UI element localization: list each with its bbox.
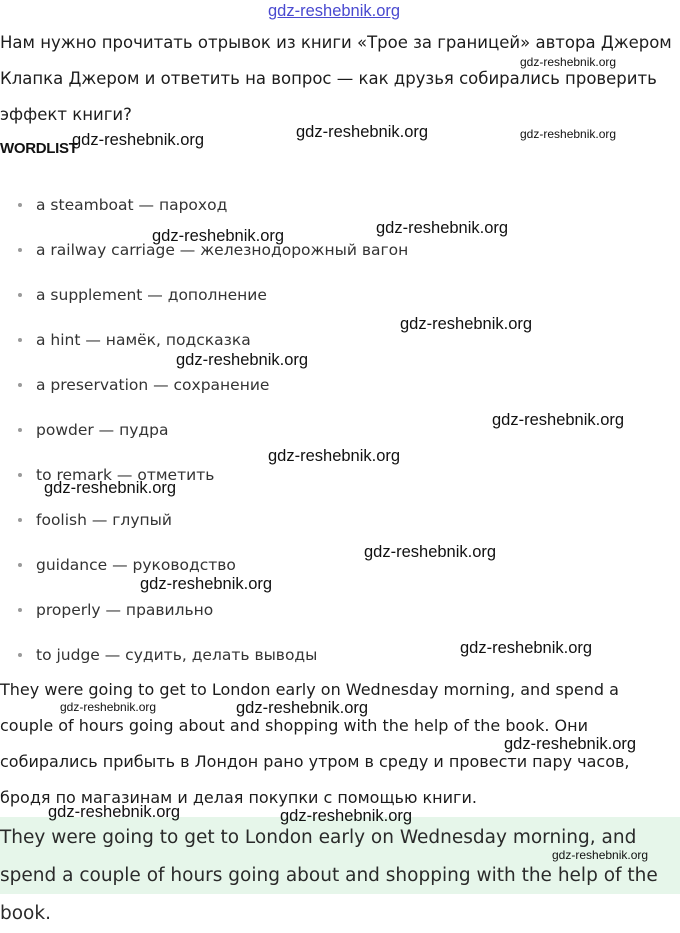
watermark: gdz-reshebnik.org <box>268 447 401 465</box>
watermark: gdz-reshebnik.org <box>44 479 177 497</box>
bullet-icon <box>18 653 22 657</box>
bullet-icon <box>18 428 22 432</box>
watermark: gdz-reshebnik.org <box>364 543 497 561</box>
watermark: gdz-reshebnik.org <box>504 735 637 753</box>
watermark: gdz-reshebnik.org <box>400 315 533 333</box>
bullet-icon <box>18 608 22 612</box>
watermark: gdz-reshebnik.org <box>176 351 309 369</box>
watermark: gdz-reshebnik.org <box>520 127 617 141</box>
watermark: gdz-reshebnik.org <box>60 700 157 714</box>
bullet-icon <box>18 518 22 522</box>
watermark: gdz-reshebnik.org <box>376 219 509 237</box>
watermark: gdz-reshebnik.org <box>152 227 285 245</box>
bullet-icon <box>18 248 22 252</box>
watermark: gdz-reshebnik.org <box>552 848 649 862</box>
watermark: gdz-reshebnik.org <box>280 807 413 825</box>
watermark: gdz-reshebnik.org <box>236 699 369 717</box>
watermark: gdz-reshebnik.org <box>520 55 617 69</box>
bullet-icon <box>18 203 22 207</box>
watermark: gdz-reshebnik.org <box>492 411 625 429</box>
bullet-icon <box>18 338 22 342</box>
watermark: gdz-reshebnik.org <box>48 803 181 821</box>
watermark: gdz-reshebnik.org <box>72 131 205 149</box>
watermark: gdz-reshebnik.org <box>296 123 429 141</box>
bullet-icon <box>18 473 22 477</box>
watermark: gdz-reshebnik.org <box>460 639 593 657</box>
answer-paragraph: They were going to get to London early on Wednesday morning, and spend a couple of hours going about and shopping with the help of the book. Они собирались прибыть в Лондон рано утром в среду и провести пару часов, бродя по магазинам и делая покупки с помощью книги. <box>0 680 630 807</box>
bullet-icon <box>18 293 22 297</box>
watermark: gdz-reshebnik.org <box>140 575 273 593</box>
bullet-icon <box>18 383 22 387</box>
intro-paragraph: Нам нужно прочитать отрывок из книги «Трое за границей» автора Джером Клапка Джером и ответить на вопрос — как друзья собирались проверить эффект книги? <box>0 33 672 124</box>
bullet-icon <box>18 563 22 567</box>
wordlist-heading: WORDLIST <box>0 140 78 157</box>
highlighted-answer-text: They were going to get to London early on Wednesday morning, and spend a couple of hours going about and shopping with the help of the book. <box>0 827 658 924</box>
watermark-link[interactable]: gdz-reshebnik.org <box>268 2 401 20</box>
